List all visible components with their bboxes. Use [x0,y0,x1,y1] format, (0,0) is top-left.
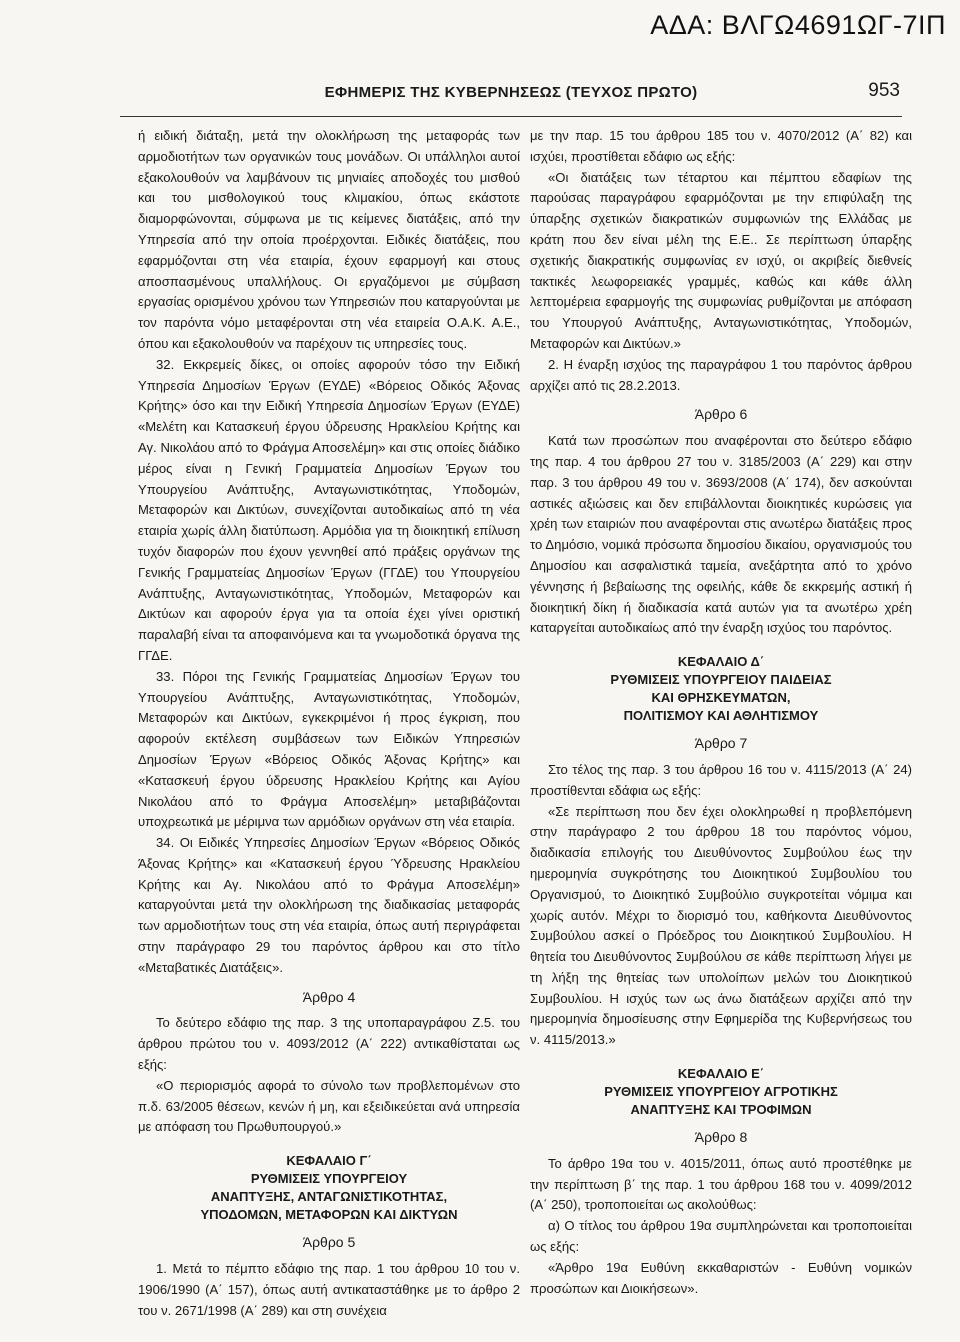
chapter-title-line: ΥΠΟΔΟΜΩΝ, ΜΕΤΑΦΟΡΩΝ ΚΑΙ ΔΙΚΤΥΩΝ [200,1207,458,1223]
chapter-title-line: ΠΟΛΙΤΙΣΜΟΥ ΚΑΙ ΑΘΛΗΤΙΣΜΟΥ [623,708,819,724]
chapter-title-line: ΑΝΑΠΤΥΞΗΣ ΚΑΙ ΤΡΟΦΙΜΩΝ [630,1102,812,1118]
chapter-e-heading [530,1065,912,1119]
chapter-title-line: ΡΥΘΜΙΣΕΙΣ ΥΠΟΥΡΓΕΙΟΥ ΑΓΡΟΤΙΚΗΣ [604,1084,838,1100]
chapter-d-heading [530,653,912,725]
paragraph: 2. Η έναρξη ισχύος της παραγράφου 1 του παρόντος άρθρου αρχίζει από τις 28.2.2013. [530,356,912,393]
page-number: 953 [868,80,900,101]
article-4-heading: Άρθρο 4 [302,988,356,1005]
paragraph: «Οι διατάξεις των τέταρτου και πέμπτου εδαφίων της παρούσας παραγράφου εφαρμόζονται με την επιφύλαξη της ύπαρξης σχετικών διακρατικών συμφωνιών της Ελλάδας με κράτη που δεν είναι μέλη της Ε.Ε.. Σε περίπτωση ύπαρξης σχετικής διακρατικής συμφωνίας εν ισχύ, οι ακριβείς διεθνείς τακτικές λεωφορειακές γραμμές, καθώς και κάθε άλλη λεπτομέρεια εφαρμογής της συμφωνίας ρυθμίζονται με απόφαση του Υπουργού Ανάπτυξης, Ανταγωνιστικότητας, Υποδομών, Μεταφορών και Δικτύων.» [530,169,912,351]
article-5-heading: Άρθρο 5 [302,1234,356,1251]
chapter-title-line: ΡΥΘΜΙΣΕΙΣ ΥΠΟΥΡΓΕΙΟΥ ΠΑΙΔΕΙΑΣ [610,672,832,688]
chapter-title-line: ΚΑΙ ΘΡΗΣΚΕΥΜΑΤΩΝ, [651,690,791,706]
article-6-heading: Άρθρο 6 [694,406,748,423]
paragraph: 1. Μετά το πέμπτο εδάφιο της παρ. 1 του άρθρου 10 του ν. 1906/1990 (Α΄ 157), όπως αυτή αντικαταστάθηκε με το άρθρο 2 του ν. 2671/1998 (Α΄ 289) και στη συνέχεια [138,1261,520,1318]
paragraph-33: 33. Πόροι της Γενικής Γραμματείας Δημοσίων Έργων του Υπουργείου Ανάπτυξης, Ανταγωνιστικότητας, Υποδομών, Μεταφορών και Δικτύων, εγκεκριμένοι ή προς έγκριση, που αφορούν εκτέλεση συμβάσεων των Ειδικών Υπηρεσιών Δημοσίων Έργων «Βόρειος Οδικός Άξονας Κρήτης» και «Κατασκευή έργου ύδρευσης Ηρακλείου Κρήτης και Αγίου Νικολάου από το Φράγμα Αποσελέμη» μεταβιβάζονται υποχρεωτικά με μέριμνα των αρμόδιων οργάνων στη νέα εταιρία. [138,668,520,830]
chapter-label: ΚΕΦΑΛΑΙΟ Γ΄ [286,1153,372,1169]
paragraph-34: 34. Οι Ειδικές Υπηρεσίες Δημοσίων Έργων «Βόρειος Οδικός Άξονας Κρήτης» και «Κατασκευή έργου Ύδρευσης Ηρακλείου Κρήτης και Αγ. Νικολάου από το Φράγμα Αποσελέμη» καταργούνται μετά την ολοκλήρωση της διαδικασίας μεταφοράς των αρμοδιοτήτων τους στη νέα εταιρία, όπως αυτή περιγράφεται στην παράγραφο 29 του παρόντος άρθρου και στο τίτλο «Μεταβατικές Διατάξεις». [138,835,520,975]
article-8-heading: Άρθρο 8 [694,1129,748,1146]
chapter-c-heading [138,1152,520,1224]
chapter-title-line: ΡΥΘΜΙΣΕΙΣ ΥΠΟΥΡΓΕΙΟΥ [250,1171,408,1187]
paragraph: με την παρ. 15 του άρθρου 185 του ν. 4070/2012 (Α΄ 82) και ισχύει, προστίθεται εδάφιο ως εξής: [530,128,912,164]
paragraph: Κατά των προσώπων που αναφέρονται στο δεύτερο εδάφιο της παρ. 4 του άρθρου 27 του ν. 3185/2003 (Α΄ 229) και στην παρ. 3 του άρθρου 49 του ν. 3693/2008 (Α΄ 174), δεν ασκούνται αστικές αξιώσεις και δεν επιβάλλονται διοικητικές κυρώσεις για χρέη των εταιριών που αναφέρονται στις ανωτέρω διατάξεις προς το Δημόσιο, νομικά πρόσωπα δημοσίου δικαίου, οργανισμούς του Δημοσίου και ασφαλιστικά ταμεία, ανεξάρτητα από το χρόνο γέννησης ή βεβαίωσης της οφειλής, κάθε δε εκκρεμής αστική ή διοικητική δίκη ή διαδικασία κατά αυτών για τα ανωτέρω χρέη καταργείται αυτοδικαίως από την έναρξη ισχύος του παρόντος. [530,433,912,636]
chapter-label: ΚΕΦΑΛΑΙΟ Δ΄ [677,654,765,670]
ada-code: ΑΔΑ: ΒΛΓΩ4691ΩΓ-7ΙΠ [650,10,946,40]
article-7-heading: Άρθρο 7 [694,735,748,752]
paragraph: «Άρθρο 19α Ευθύνη εκκαθαριστών - Ευθύνη νομικών προσώπων και Διοικήσεων». [530,1259,912,1296]
paragraph: Το δεύτερο εδάφιο της παρ. 3 της υποπαραγράφου Ζ.5. του άρθρου πρώτου του ν. 4093/2012 (Α΄ 222) αντικαθίσταται ως εξής: [138,1015,520,1073]
chapter-label: ΚΕΦΑΛΑΙΟ Ε΄ [677,1066,765,1082]
paragraph: «Ο περιορισμός αφορά το σύνολο των προβλεπομένων στο π.δ. 63/2005 θέσεων, κενών ή μη, και εξειδικεύεται ανά υπηρεσία με απόφαση του Πρωθυπουργού.» [138,1077,520,1135]
right-column [530,126,912,1299]
gazette-title: ΕΦΗΜΕΡΙΣ ΤΗΣ ΚΥΒΕΡΝΗΣΕΩΣ (ΤΕΥΧΟΣ ΠΡΩΤΟ) [324,84,698,101]
paragraph-32: 32. Εκκρεμείς δίκες, οι οποίες αφορούν τόσο την Ειδική Υπηρεσία Δημοσίων Έργων (ΕΥΔΕ) «Βόρειος Οδικός Άξονας Κρήτης» όσο και την Ειδική Υπηρεσία Δημοσίων Έργων (ΕΥΔΕ) «Μελέτη και Κατασκευή έργου ύδρευσης Ηρακλείου Κρήτης και Αγ. Νικολάου από το Φράγμα Αποσελέμη» και στις οποίες διάδικο μέρος είναι η Γενική Γραμματεία Δημοσίων Έργων του Υπουργείου Ανάπτυξης, Ανταγωνιστικότητας, Υποδομών, Μεταφορών και Δικτύων, συνεχίζονται αυτοδικαίως από τη νέα εταιρία χωρίς άλλη διατύπωση. Αρμόδια για τη διοικητική επίλυση τυχόν διαφορών που έχουν γεννηθεί από πράξεις οργάνων της Γενικής Γραμματείας Δημοσίων Έργων (ΓΓΔΕ) του Υπουργείου Ανάπτυξης, Ανταγωνιστικότητας, Υποδομών, Μεταφορών και Δικτύων και αφορούν έργα για τα οποία έχει γίνει οριστική παραλαβή είναι τα αποφαινόμενα και τα γνωμοδοτικά όργανα της ΓΓΔΕ. [138,356,520,663]
paragraph: α) Ο τίτλος του άρθρου 19α συμπληρώνεται και τροποποιείται ως εξής: [530,1218,912,1255]
page-header [120,82,902,117]
paragraph: Στο τέλος της παρ. 3 του άρθρου 16 του ν. 4115/2013 (Α΄ 24) προστίθενται εδάφια ως εξής: [530,761,912,798]
paragraph: ή ειδική διάταξη, μετά την ολοκλήρωση της μεταφοράς των αρμοδιοτήτων των οργανικών τους μονάδων. Οι υπάλληλοι αυτοί εξακολουθούν να λαμβάνουν τις μηνιαίες αποδοχές του μισθού και του μισθολογικού τους κλιμακίου, όπως εκάστοτε διαμορφώνονται, σύμφωνα με τις κείμενες διατάξεις, από την Υπηρεσία από την οποία προέρχονται. Ειδικές διατάξεις, που εφαρμόζονται στη νέα εταιρία, έχουν εφαρμογή και στους αποσπασμένους υπαλλήλους. Οι εργαζόμενοι με σύμβαση εργασίας ορισμένου χρόνου των Υπηρεσιών που καταργούνται με τον παρόντα νόμο μεταφέρονται στη νέα εταιρεία Ο.Α.Κ. Α.Ε., όπου και εξακολουθούν να παρέχουν τις υπηρεσίες τους. [138,128,520,351]
left-column [138,126,520,1321]
paragraph: Το άρθρο 19α του ν. 4015/2011, όπως αυτό προστέθηκε με την περίπτωση β΄ της παρ. 1 του άρθρου 168 του ν. 4099/2012 (Α΄ 250), τροποποιείται ως ακολούθως: [530,1155,912,1213]
paragraph: «Σε περίπτωση που δεν έχει ολοκληρωθεί η προβλεπόμενη στην παράγραφο 2 του άρθρου 18 του παρόντος νόμου, διαδικασία επιλογής του Διευθύνοντος Συμβούλου έως την ημερομηνία συγκρότησης του Διοικητικού Συμβουλίου του Οργανισμού, το Διοικητικό Συμβούλιο συγκροτείται νόμιμα και χωρίς αυτόν. Μέχρι το διορισμό του, καθήκοντα Διευθύνοντος Συμβούλου ασκεί ο Πρόεδρος του Διοικητικού Συμβουλίου. Η θητεία του Διευθύνοντος Συμβούλου σε κάθε περίπτωση λήγει με τη λήξη της θητείας των υπολοίπων μελών του Διοικητικού Συμβουλίου. Η ισχύς των ως άνω διατάξεων αρχίζει από την ημερομηνία δημοσίευσης στην Εφημερίδα της Κυβερνήσεως του ν. 4115/2013.» [530,803,912,1048]
chapter-title-line: ΑΝΑΠΤΥΞΗΣ, ΑΝΤΑΓΩΝΙΣΤΙΚΟΤΗΤΑΣ, [210,1189,448,1205]
